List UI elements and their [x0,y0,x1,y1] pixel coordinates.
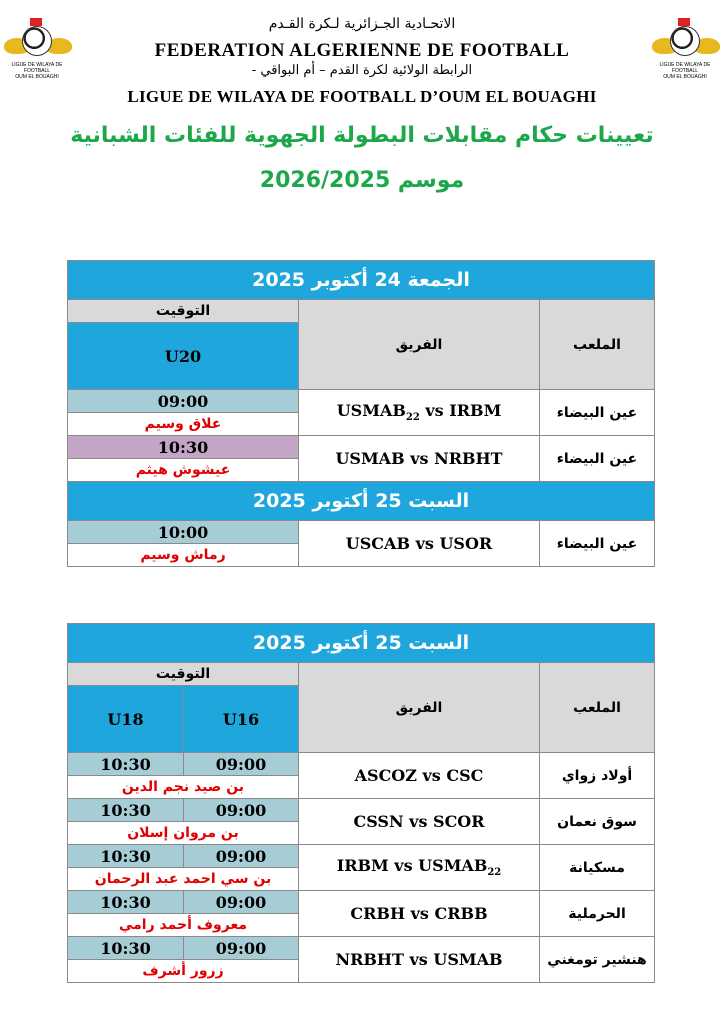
match-teams: USMAB vs NRBHT [299,436,540,482]
day-header: السبت 25 أكتوبر 2025 [68,482,655,521]
schedule-table-u18-u16 [67,623,655,983]
day-header: السبت 25 أكتوبر 2025 [68,624,655,663]
match-teams: CRBH vs CRBB [299,891,540,937]
match-time-u16: 09:00 [184,753,299,776]
match-time: 10:00 [68,521,299,544]
match-time: 09:00 [68,390,299,413]
schedule-table-u20 [67,260,655,567]
match-time-u18: 10:30 [68,845,184,868]
match-stadium: الحرملية [540,891,655,937]
table-row [68,390,655,413]
match-teams: CSSN vs SCOR [299,799,540,845]
match-time-u16: 09:00 [184,845,299,868]
referee-name: عيشوش هيثم [68,459,299,482]
stadium-column-header: الملعب [540,300,655,390]
match-teams: ASCOZ vs CSC [299,753,540,799]
match-time-u16: 09:00 [184,799,299,822]
referee-name: بن مروان إسلان [68,822,299,845]
category-header-u16: U16 [184,686,299,753]
table-row [68,436,655,459]
match-time: 10:30 [68,436,299,459]
match-teams: IRBM vs $USMAB_{22}$ [299,845,540,891]
document-title: تعيينات حكام مقابلات البطولة الجهوية للفئات الشبانية [70,123,654,148]
referee-name: زرور أشرف [68,960,299,983]
league-logo-right: LIGUE DE WILAYA DE FOOTBALL OUM EL BOUAGHI [650,18,720,78]
match-teams: $USMAB_{22}$ vs IRBM [299,390,540,436]
match-time-u18: 10:30 [68,753,184,776]
match-time-u16: 09:00 [184,891,299,914]
season-label: موسم 2026/2025 [259,168,465,193]
team-column-header: الفريق [299,663,540,753]
referee-name: بن سي احمد عبد الرحمان [68,868,299,891]
referee-name: بن صيد نجم الدين [68,776,299,799]
referee-name: معروف أحمد رامي [68,914,299,937]
match-time-u16: 09:00 [184,937,299,960]
match-time-u18: 10:30 [68,799,184,822]
match-stadium: سوق نعمان [540,799,655,845]
match-stadium: عين البيضاء [540,521,655,567]
fr-federation-name: FEDERATION ALGERIENNE DE FOOTBALL [154,40,570,61]
category-header-u18: U18 [68,686,184,753]
match-stadium: مسكيانة [540,845,655,891]
match-time-u18: 10:30 [68,937,184,960]
team-column-header: الفريق [299,300,540,390]
match-teams: USCAB vs USOR [299,521,540,567]
match-stadium: أولاد زواي [540,753,655,799]
match-stadium: عين البيضاء [540,436,655,482]
table-row [68,891,655,914]
referee-name: رماش وسيم [68,544,299,567]
table-row [68,937,655,960]
table-row [68,753,655,776]
match-stadium: عين البيضاء [540,390,655,436]
table-row [68,521,655,544]
stadium-column-header: الملعب [540,663,655,753]
time-column-header: التوقيت [68,300,299,323]
league-logo-left: LIGUE DE WILAYA DE FOOTBALL OUM EL BOUAGHI [2,18,72,78]
match-stadium: هنشير تومغني [540,937,655,983]
ar-league-name: الرابطة الولائية لكرة القدم – أم البواقي - [251,63,473,78]
match-teams: NRBHT vs USMAB [299,937,540,983]
time-column-header: التوقيت [68,663,299,686]
ar-federation-name: الاتحـادية الجـزائرية لـكرة القـدم [268,16,456,32]
table-row [68,845,655,868]
table-row [68,799,655,822]
category-header: U20 [68,323,299,390]
day-header: الجمعة 24 أكتوبر 2025 [68,261,655,300]
referee-name: علاق وسيم [68,413,299,436]
fr-league-name: LIGUE DE WILAYA DE FOOTBALL D’OUM EL BOUAGHI [127,87,597,106]
match-time-u18: 10:30 [68,891,184,914]
